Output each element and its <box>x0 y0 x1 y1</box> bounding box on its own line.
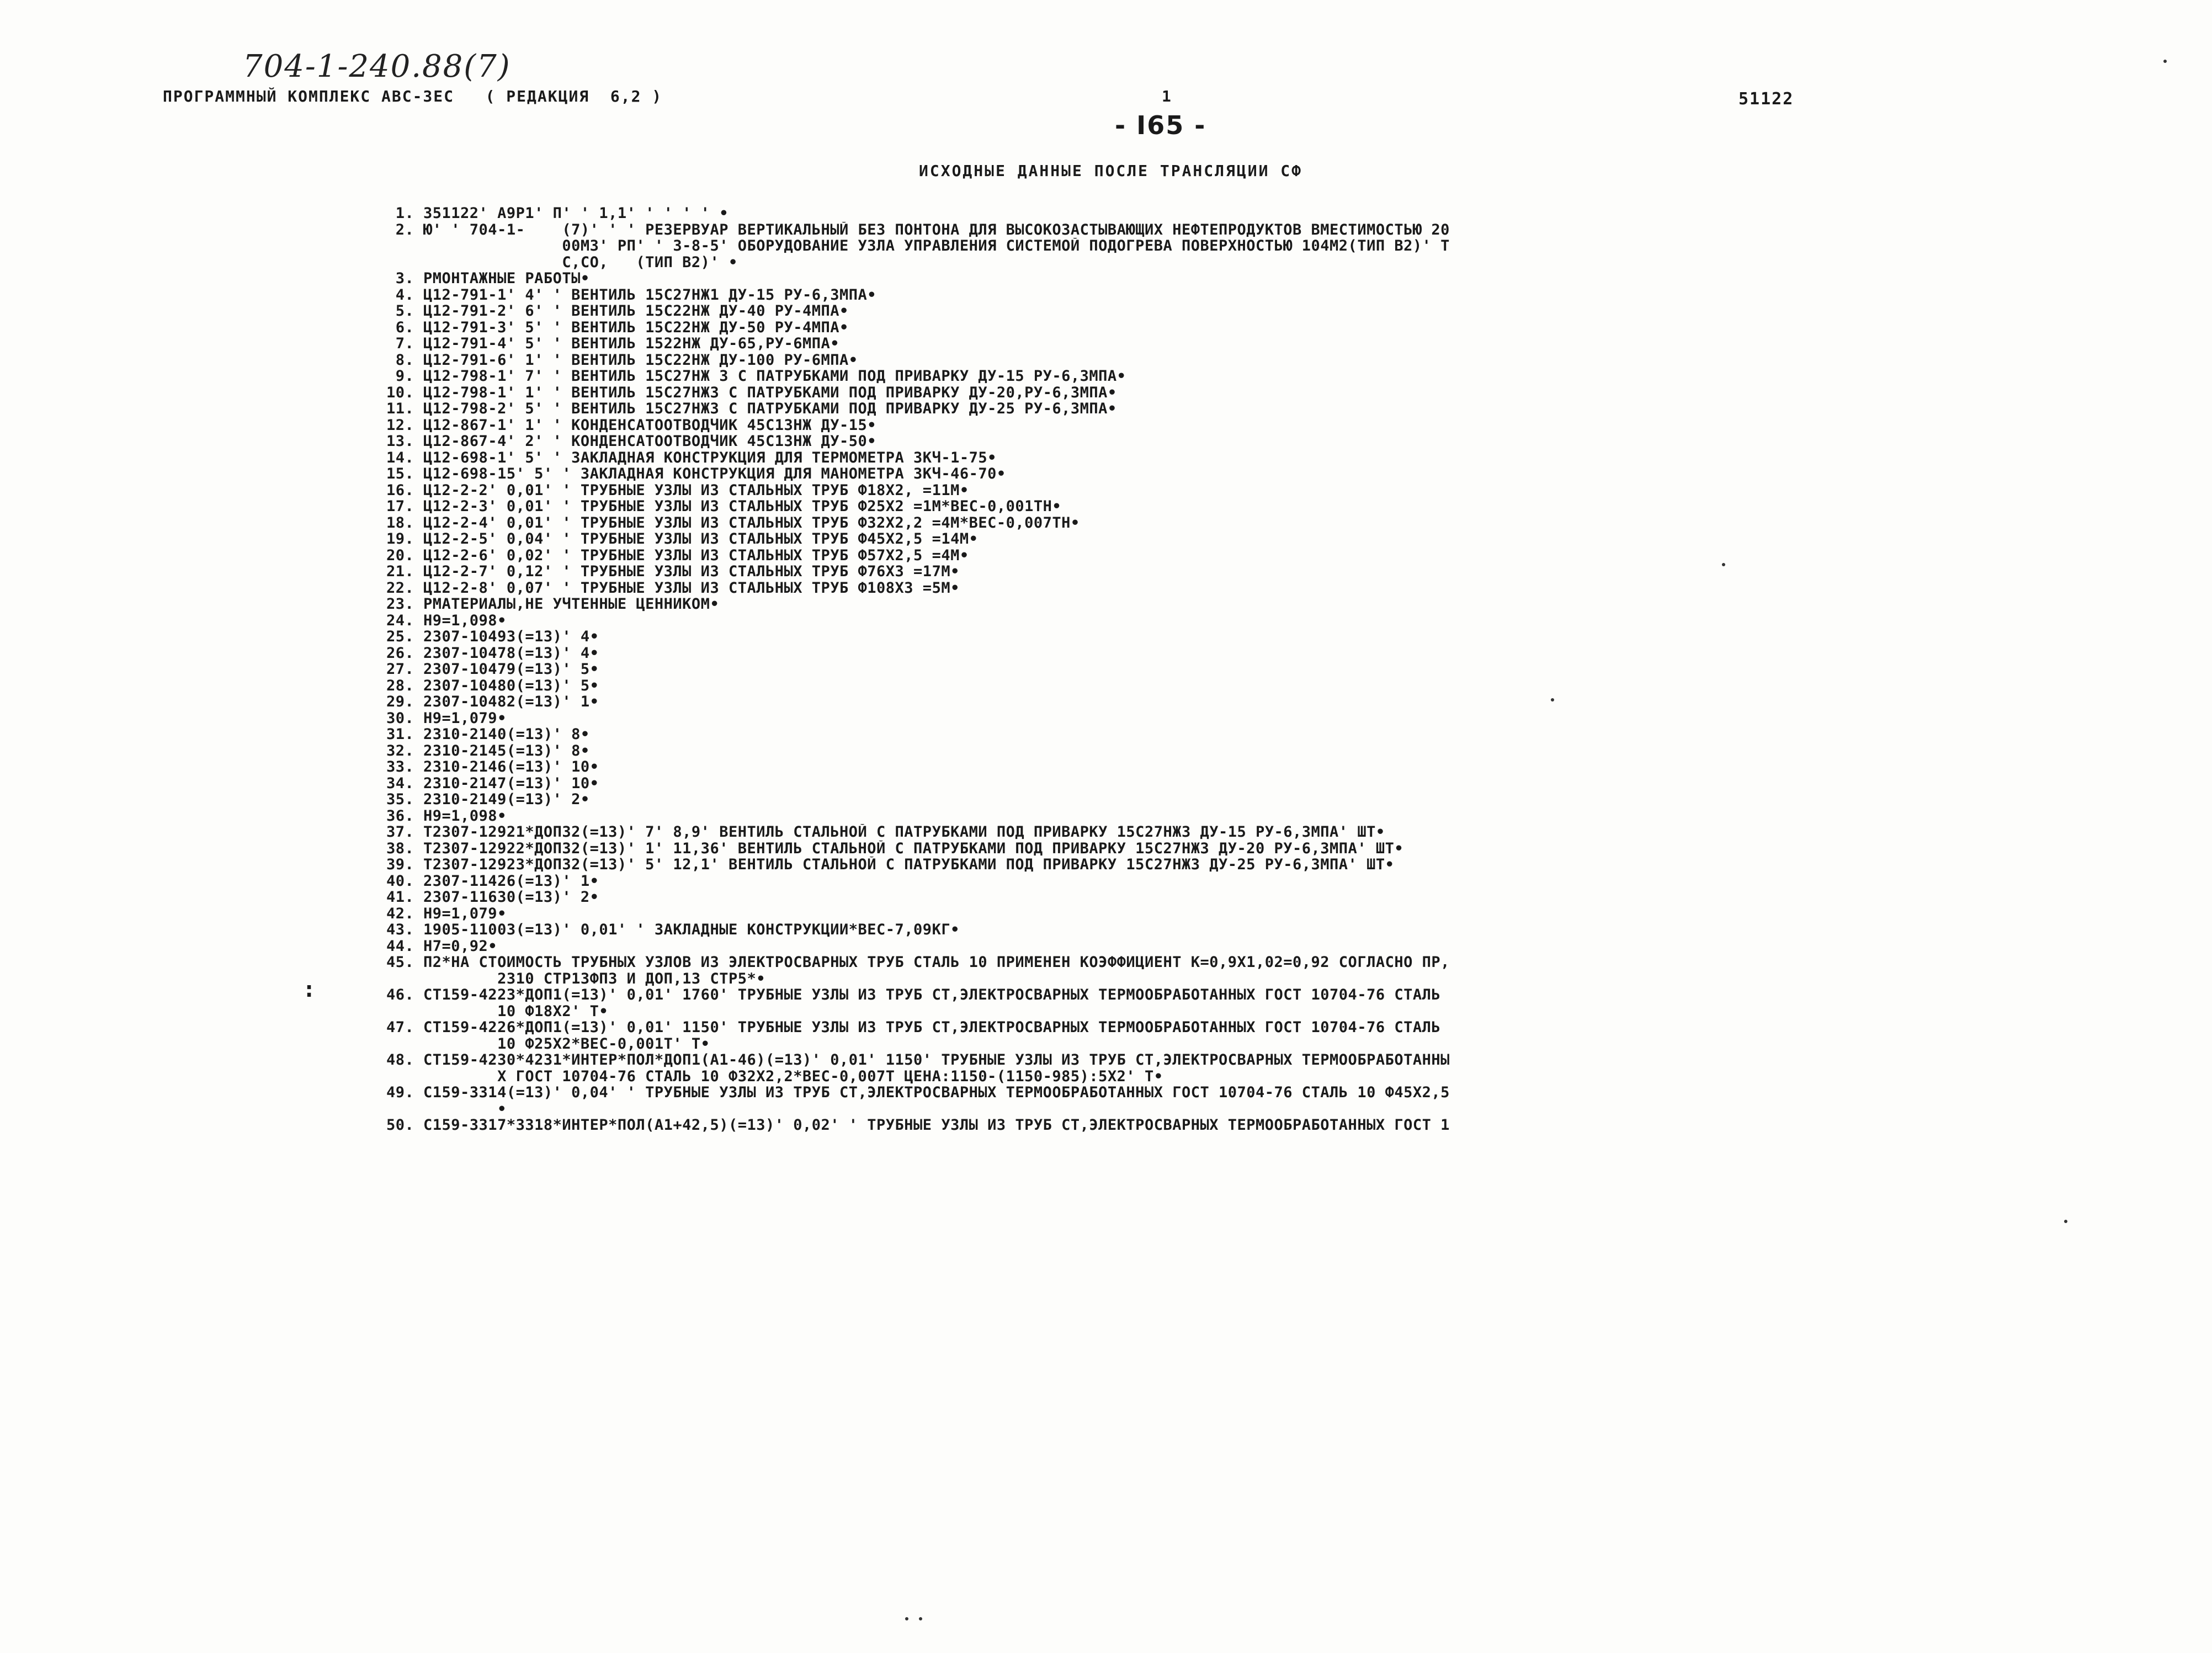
listing-line: С,СО, (ТИП В2)' • <box>386 254 738 270</box>
listing-line: 24. Н9=1,098• <box>386 612 507 629</box>
listing-line: 37. Т2307-12921*ДОП32(=13)' 7' 8,9' ВЕНТИЛЬ СТАЛЬНОЙ С ПАТРУБКАМИ ПОД ПРИВАРКУ 15С27НЖ3 ДУ-15 РУ-6,3МПА' ШТ• <box>386 824 1385 841</box>
listing-line: 10 Ф18Х2' Т• <box>386 1003 609 1019</box>
scan-speck <box>1551 698 1554 701</box>
listing-line: 00М3' РП' ' 3-8-5' ОБОРУДОВАНИЕ УЗЛА УПРАВЛЕНИЯ СИСТЕМОЙ ПОДОГРЕВА ПОВЕРХНОСТЬЮ 104М2(ТИП В2)' Т <box>386 238 1450 254</box>
listing-line: 7. Ц12-791-4' 5' ' ВЕНТИЛЬ 1522НЖ ДУ-65,РУ-6МПА• <box>386 336 840 352</box>
listing-line: 23. РМАТЕРИАЛЫ,НЕ УЧТЕННЫЕ ЦЕННИКОМ• <box>386 596 720 613</box>
listing-line: 32. 2310-2145(=13)' 8• <box>386 742 590 759</box>
listing-line: 25. 2307-10493(=13)' 4• <box>386 629 599 645</box>
scan-speck <box>2163 60 2167 63</box>
listing-line: 38. Т2307-12922*ДОП32(=13)' 1' 11,36' ВЕНТИЛЬ СТАЛЬНОЙ С ПАТРУБКАМИ ПОД ПРИВАРКУ 15С27НЖ3 ДУ-20 РУ-6,3МПА' ШТ• <box>386 840 1404 857</box>
translation-listing <box>386 205 2042 1134</box>
scan-speck <box>919 1617 922 1620</box>
page-number: - I65 - <box>1115 110 1206 140</box>
listing-line: 10 Ф25Х2*ВЕС-0,001Т' Т• <box>386 1035 710 1052</box>
listing-line: 47. СТ159-4226*ДОП1(=13)' 0,01' 1150' ТРУБНЫЕ УЗЛЫ ИЗ ТРУБ СТ,ЭЛЕКТРОСВАРНЫХ ТЕРМООБРАБОТАННЫХ ГОСТ 10704-76 СТАЛЬ <box>386 1019 1441 1036</box>
scan-speck <box>2064 1220 2067 1223</box>
listing-line: 5. Ц12-791-2' 6' ' ВЕНТИЛЬ 15С22НЖ ДУ-40 РУ-4МПА• <box>386 303 849 320</box>
listing-line: 9. Ц12-798-1' 7' ' ВЕНТИЛЬ 15С27НЖ 3 С ПАТРУБКАМИ ПОД ПРИВАРКУ ДУ-15 РУ-6,3МПА• <box>386 368 1126 385</box>
listing-line: 27. 2307-10479(=13)' 5• <box>386 661 599 678</box>
listing-line: • <box>386 1101 507 1117</box>
scan-speck <box>905 1617 908 1620</box>
listing-line: 44. Н7=0,92• <box>386 938 498 954</box>
listing-line: 14. Ц12-698-1' 5' ' ЗАКЛАДНАЯ КОНСТРУКЦИЯ ДЛЯ ТЕРМОМЕТРА ЗКЧ-1-75• <box>386 449 997 466</box>
listing-line: 48. СТ159-4230*4231*ИНТЕР*ПОЛ*ДОП1(А1-46)(=13)' 0,01' 1150' ТРУБНЫЕ УЗЛЫ ИЗ ТРУБ СТ,ЭЛЕКТРОСВАРНЫХ ТЕРМООБРАБОТАННЫ <box>386 1052 1450 1069</box>
document-number: 51122 <box>1738 89 1794 109</box>
listing-line: 11. Ц12-798-2' 5' ' ВЕНТИЛЬ 15С27НЖ3 С ПАТРУБКАМИ ПОД ПРИВАРКУ ДУ-25 РУ-6,3МПА• <box>386 401 1117 417</box>
scan-speck <box>1722 563 1725 566</box>
listing-line: 21. Ц12-2-7' 0,12' ' ТРУБНЫЕ УЗЛЫ ИЗ СТАЛЬНЫХ ТРУБ Ф76Х3 =17М• <box>386 564 960 580</box>
listing-line: 41. 2307-11630(=13)' 2• <box>386 889 599 906</box>
listing-line: 49. С159-3314(=13)' 0,04' ' ТРУБНЫЕ УЗЛЫ ИЗ ТРУБ СТ,ЭЛЕКТРОСВАРНЫХ ТЕРМООБРАБОТАННЫХ ГОСТ 10704-76 СТАЛЬ 10 Ф45Х2,5 <box>386 1085 1450 1101</box>
listing-line: 35. 2310-2149(=13)' 2• <box>386 791 590 808</box>
listing-line: 15. Ц12-698-15' 5' ' ЗАКЛАДНАЯ КОНСТРУКЦИЯ ДЛЯ МАНОМЕТРА ЗКЧ-46-70• <box>386 466 1006 482</box>
listing-line: 30. Н9=1,079• <box>386 710 507 726</box>
listing-line: 36. Н9=1,098• <box>386 807 507 824</box>
margin-mark: : <box>302 977 316 1002</box>
listing-line: 46. СТ159-4223*ДОП1(=13)' 0,01' 1760' ТРУБНЫЕ УЗЛЫ ИЗ ТРУБ СТ,ЭЛЕКТРОСВАРНЫХ ТЕРМООБРАБОТАННЫХ ГОСТ 10704-76 СТАЛЬ <box>386 987 1441 1003</box>
sheet-number: 1 <box>1162 87 1171 105</box>
listing-line: 50. С159-3317*3318*ИНТЕР*ПОЛ(А1+42,5)(=13)' 0,02' ' ТРУБНЫЕ УЗЛЫ ИЗ ТРУБ СТ,ЭЛЕКТРОСВАРНЫХ ТЕРМООБРАБОТАННЫХ ГОСТ 1 <box>386 1117 1450 1134</box>
listing-line: 22. Ц12-2-8' 0,07' ' ТРУБНЫЕ УЗЛЫ ИЗ СТАЛЬНЫХ ТРУБ Ф108Х3 =5М• <box>386 580 960 596</box>
program-complex-line: ПРОГРАММНЫЙ КОМПЛЕКС АВС-ЗЕС ( РЕДАКЦИЯ 6,2 ) <box>163 87 663 105</box>
listing-line: 3. РМОНТАЖНЫЕ РАБОТЫ• <box>386 270 590 287</box>
listing-line: 1. 351122' А9Р1' П' ' 1,1' ' ' ' ' • <box>386 205 729 222</box>
listing-line: 16. Ц12-2-2' 0,01' ' ТРУБНЫЕ УЗЛЫ ИЗ СТАЛЬНЫХ ТРУБ Ф18Х2, =11М• <box>386 482 969 498</box>
listing-line: 20. Ц12-2-6' 0,02' ' ТРУБНЫЕ УЗЛЫ ИЗ СТАЛЬНЫХ ТРУБ Ф57Х2,5 =4М• <box>386 547 969 564</box>
listing-line: 2310 СТР13ФП3 И ДОП,13 СТР5*• <box>386 970 765 987</box>
listing-line: 17. Ц12-2-3' 0,01' ' ТРУБНЫЕ УЗЛЫ ИЗ СТАЛЬНЫХ ТРУБ Ф25Х2 =1М*ВЕС-0,001ТН• <box>386 498 1062 515</box>
listing-line: 39. Т2307-12923*ДОП32(=13)' 5' 12,1' ВЕНТИЛЬ СТАЛЬНОЙ С ПАТРУБКАМИ ПОД ПРИВАРКУ 15С27НЖ3 ДУ-25 РУ-6,3МПА' ШТ• <box>386 857 1395 873</box>
listing-line: 28. 2307-10480(=13)' 5• <box>386 677 599 694</box>
listing-line: 43. 1905-11003(=13)' 0,01' ' ЗАКЛАДНЫЕ КОНСТРУКЦИИ*ВЕС-7,09КГ• <box>386 922 960 938</box>
listing-line: 34. 2310-2147(=13)' 10• <box>386 775 599 791</box>
listing-line: 42. Н9=1,079• <box>386 905 507 922</box>
listing-line: 12. Ц12-867-1' 1' ' КОНДЕНСАТООТВОДЧИК 45С13НЖ ДУ-15• <box>386 417 877 433</box>
listing-line: 33. 2310-2146(=13)' 10• <box>386 759 599 775</box>
handwritten-reference: 704-1-240.88(7) <box>243 49 511 84</box>
listing-line: 19. Ц12-2-5' 0,04' ' ТРУБНЫЕ УЗЛЫ ИЗ СТАЛЬНЫХ ТРУБ Ф45Х2,5 =14М• <box>386 531 979 548</box>
listing-line: 29. 2307-10482(=13)' 1• <box>386 694 599 710</box>
listing-line: 26. 2307-10478(=13)' 4• <box>386 645 599 661</box>
listing-line: 18. Ц12-2-4' 0,01' ' ТРУБНЫЕ УЗЛЫ ИЗ СТАЛЬНЫХ ТРУБ Ф32Х2,2 =4М*ВЕС-0,007ТН• <box>386 514 1080 531</box>
listing-line: 10. Ц12-798-1' 1' ' ВЕНТИЛЬ 15С27НЖ3 С ПАТРУБКАМИ ПОД ПРИВАРКУ ДУ-20,РУ-6,3МПА• <box>386 384 1117 401</box>
listing-line: 31. 2310-2140(=13)' 8• <box>386 726 590 743</box>
listing-line: 13. Ц12-867-4' 2' ' КОНДЕНСАТООТВОДЧИК 45С13НЖ ДУ-50• <box>386 433 877 450</box>
listing-line: 40. 2307-11426(=13)' 1• <box>386 873 599 889</box>
listing-heading: ИСХОДНЫЕ ДАННЫЕ ПОСЛЕ ТРАНСЛЯЦИИ СФ <box>919 162 1303 180</box>
listing-line: 6. Ц12-791-3' 5' ' ВЕНТИЛЬ 15С22НЖ ДУ-50 РУ-4МПА• <box>386 319 849 336</box>
listing-line: 8. Ц12-791-6' 1' ' ВЕНТИЛЬ 15С22НЖ ДУ-100 РУ-6МПА• <box>386 352 858 368</box>
listing-line: 2. Ю' ' 704-1- (7)' ' ' РЕЗЕРВУАР ВЕРТИКАЛЬНЫЙ БЕЗ ПОНТОНА ДЛЯ ВЫСОКОЗАСТЫВАЮЩИХ НЕФТЕПРОДУКТОВ ВМЕСТИМОСТЬЮ 20 <box>386 221 1450 238</box>
listing-line: 4. Ц12-791-1' 4' ' ВЕНТИЛЬ 15С27НЖ1 ДУ-15 РУ-6,3МПА• <box>386 286 877 303</box>
listing-line: 45. П2*НА СТОИМОСТЬ ТРУБНЫХ УЗЛОВ ИЗ ЭЛЕКТРОСВАРНЫХ ТРУБ СТАЛЬ 10 ПРИМЕНЕН КОЭФФИЦИЕНТ К=0,9Х1,02=0,92 СОГЛАСНО ПР, <box>386 954 1450 971</box>
listing-line: Х ГОСТ 10704-76 СТАЛЬ 10 Ф32Х2,2*ВЕС-0,007Т ЦЕНА:1150-(1150-985):5Х2' Т• <box>386 1068 1163 1085</box>
